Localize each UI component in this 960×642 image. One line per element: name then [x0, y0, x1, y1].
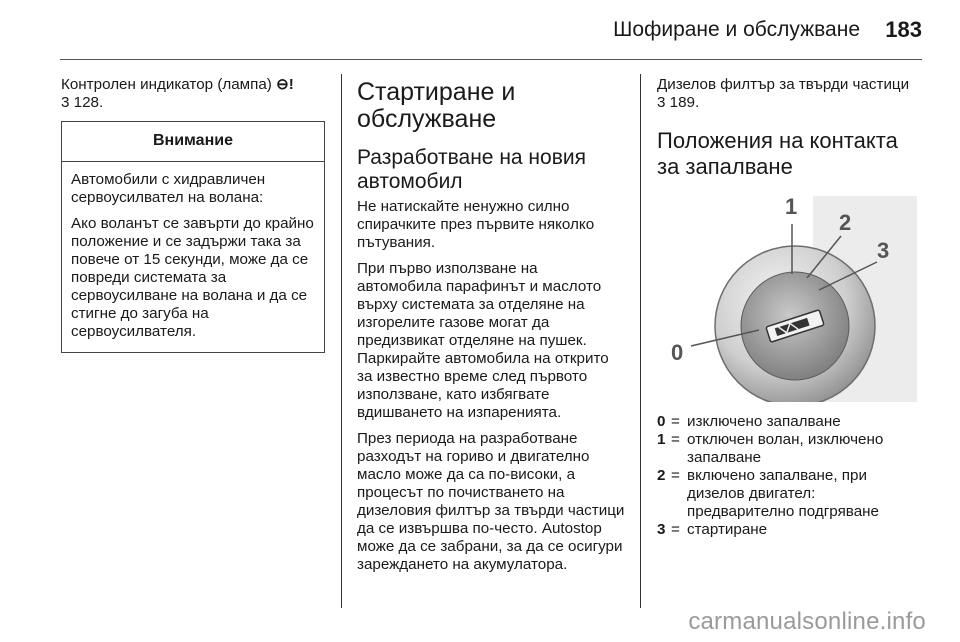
legend-key: 3: [657, 521, 666, 538]
ignition-switch-figure: [655, 196, 917, 402]
legend-row-3: [657, 521, 925, 539]
position-label-3: 3: [877, 238, 890, 263]
legend-equals: =: [671, 521, 680, 538]
indicator-reference-link[interactable]: 3 128.: [61, 94, 104, 111]
break-in-paragraph-3: През периода на разработване разходът на гориво и двигателно масло може да са по-високи, а процесът по почистването на дизеловия филтър за твърди частици да се извършва по-често. Autostop може да се забрани, за да се осигури зареждането на акумулатора.: [357, 430, 625, 573]
legend-key: 0: [657, 413, 666, 430]
legend-text: отключен волан, изключено запалване: [687, 431, 884, 466]
warning-paragraph-1: Автомобили с хидравличен сервоусилвател на волана:: [71, 171, 266, 206]
header-rule: [60, 59, 922, 60]
break-in-paragraph-2: При първо използване на автомобила парафинът и маслото върху системата за отделяне на изгорелите газове могат да предизвикат отделяне на пушек. Паркирайте автомобила на открито за известно време след първото използване, като избягвате вдишването на изпаренията.: [357, 260, 609, 421]
legend-equals: =: [671, 413, 680, 430]
indicator-intro-text: Контролен индикатор (лампа): [61, 76, 277, 93]
column-2: [357, 76, 625, 574]
ignition-legend: [657, 413, 925, 539]
ignition-positions-heading: Положения на контакта за запалване: [657, 128, 898, 179]
legend-equals: =: [671, 431, 680, 448]
legend-row-1: [657, 431, 925, 467]
legend-key: 1: [657, 431, 666, 448]
warning-paragraph-2: Ако воланът се завърти до крайно положение и се задържи така за повече от 15 секунди, може да се повреди системата за сервоусилване на волана и да се стигне до загуба на сервоусилвателя.: [71, 215, 314, 340]
indicator-lamp-icon: ⊖!: [276, 76, 294, 93]
diesel-filter-intro: [657, 76, 925, 112]
position-label-1: 1: [785, 196, 798, 219]
diesel-filter-reference-link[interactable]: 3 189.: [657, 94, 700, 111]
subsection-heading-break-in: Разработване на новия автомобил: [357, 146, 586, 193]
column-divider-left: [341, 74, 342, 608]
legend-text: стартиране: [687, 521, 768, 538]
indicator-intro: [61, 76, 325, 112]
legend-row-0: [657, 413, 925, 431]
column-1: [61, 76, 325, 353]
legend-text: включено запалване, при дизелов двигател: предварително подгряване: [687, 467, 879, 520]
position-label-2: 2: [839, 210, 852, 235]
warning-title: Внимание: [62, 122, 324, 162]
legend-row-2: [657, 467, 925, 521]
column-3: [657, 76, 925, 539]
legend-equals: =: [671, 467, 680, 484]
legend-key: 2: [657, 467, 666, 484]
diesel-filter-text: Дизелов филтър за твърди частици: [657, 76, 910, 93]
header-title: Шофиране и обслужване: [613, 18, 860, 41]
watermark: carmanualsonline.info: [688, 608, 926, 635]
break-in-paragraph-1: Не натискайте ненужно силно спирачките през първите няколко пътувания.: [357, 198, 595, 251]
warning-box: [61, 121, 325, 353]
column-divider-right: [640, 74, 641, 608]
position-label-0: 0: [671, 340, 684, 365]
page-number: 183: [885, 17, 922, 42]
legend-text: изключено запалване: [687, 413, 841, 430]
section-heading-start-service: Стартиране и обслужване: [357, 78, 516, 133]
